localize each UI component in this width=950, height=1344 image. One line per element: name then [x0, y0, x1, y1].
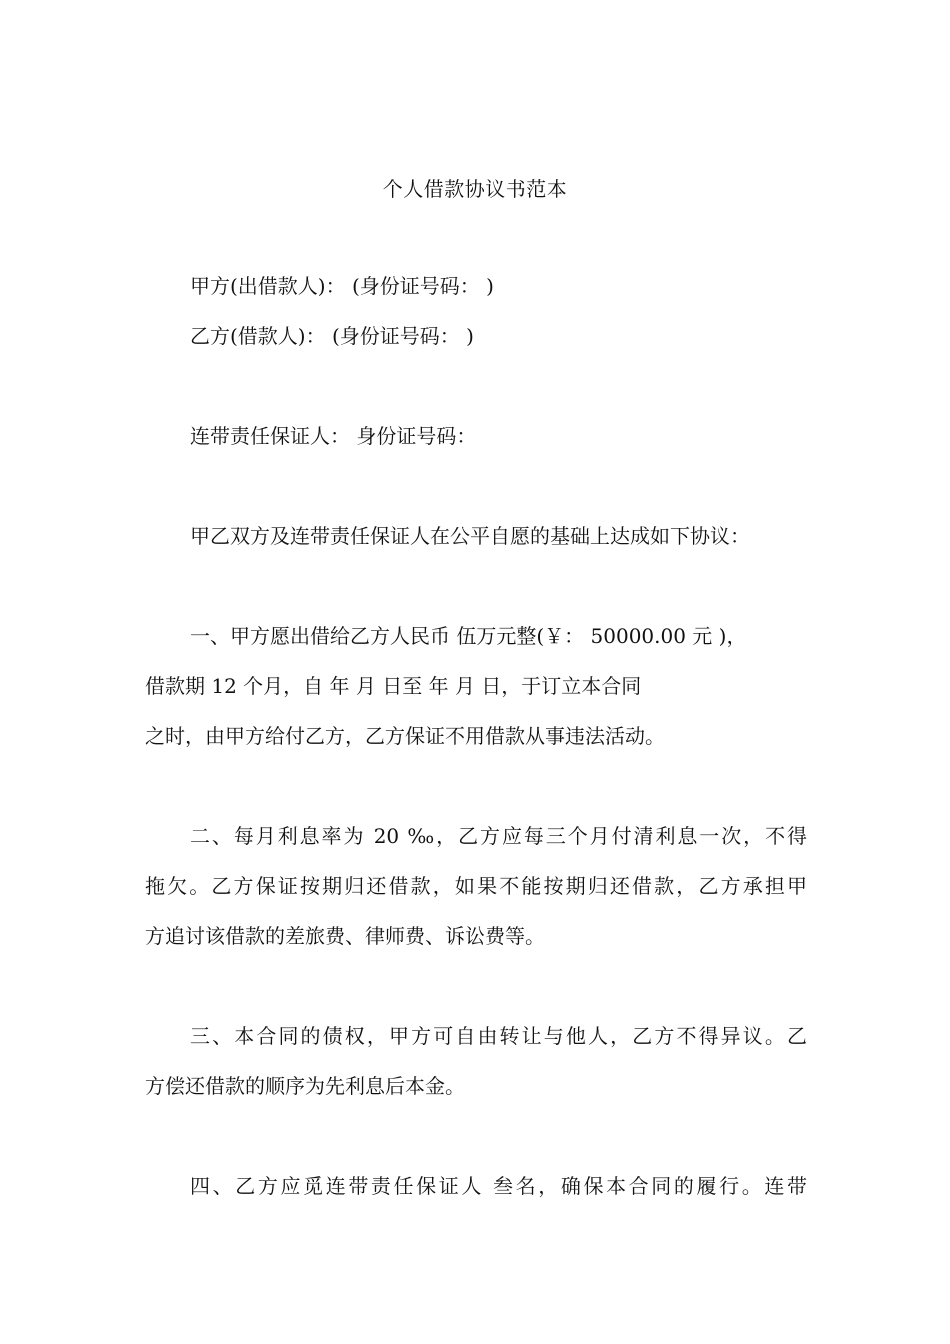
clause-1-line: 之时，由甲方给付乙方，乙方保证不用借款从事违法活动。 [145, 724, 665, 748]
guarantor-line: 连带责任保证人： 身份证号码： [190, 424, 477, 448]
clause-1-line: 借款期 12 个月，自 年 月 日至 年 月 日，于订立本合同 [145, 674, 642, 698]
document-title: 个人借款协议书范本 [382, 177, 568, 201]
clause-4-line: 四、乙方应觅连带责任保证人 叁名，确保本合同的履行。连带 [190, 1174, 807, 1198]
party-a-line: 甲方(出借款人)： (身份证号码： ) [190, 274, 494, 298]
clause-2-line: 方追讨该借款的差旅费、律师费、诉讼费等。 [145, 924, 545, 948]
clause-3-line: 三、本合同的债权，甲方可自由转让与他人，乙方不得异议。乙 [190, 1024, 807, 1048]
party-b-line: 乙方(借款人)： (身份证号码： ) [190, 324, 474, 348]
clause-1-line: 一、甲方愿出借给乙方人民币 伍万元整(￥： 50000.00 元 )， [190, 624, 747, 648]
clause-2-line: 拖欠。乙方保证按期归还借款，如果不能按期归还借款，乙方承担甲 [145, 874, 807, 898]
intro-paragraph: 甲乙双方及连带责任保证人在公平自愿的基础上达成如下协议： [190, 524, 750, 548]
clause-2-line: 二、每月利息率为 20 ‰，乙方应每三个月付清利息一次，不得 [190, 824, 807, 848]
clause-3-line: 方偿还借款的顺序为先利息后本金。 [145, 1074, 465, 1098]
